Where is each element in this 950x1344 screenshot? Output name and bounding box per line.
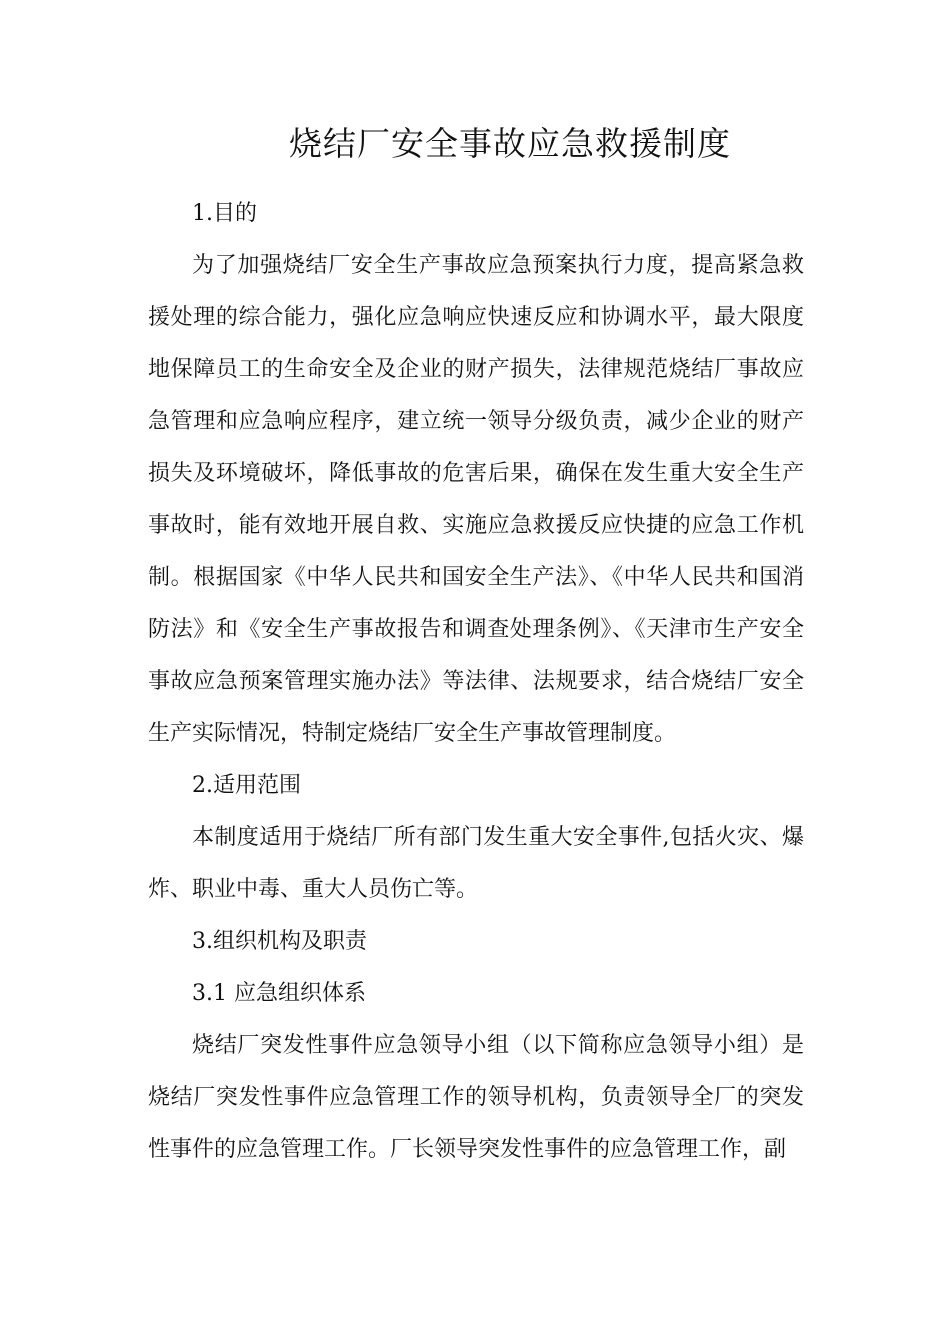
document-body	[148, 188, 804, 1176]
section-heading-purpose: 1.目的	[192, 201, 257, 226]
subsection-heading-emergency-system: 3.1 应急组织体系	[192, 981, 366, 1006]
section-heading-scope: 2.适用范围	[192, 773, 301, 798]
paragraph-scope: 本制度适用于烧结厂所有部门发生重大安全事件,包括火灾、爆炸、职业中毒、重大人员伤亡等。	[148, 825, 804, 902]
paragraph-purpose: 为了加强烧结厂安全生产事故应急预案执行力度，提高紧急救援处理的综合能力，强化应急响应快速反应和协调水平，最大限度地保障员工的生命安全及企业的财产损失，法律规范烧结厂事故应急管理和应急响应程序，建立统一领导分级负责，减少企业的财产损失及环境破坏，降低事故的危害后果，确保在发生重大安全生产事故时，能有效地开展自救、实施应急救援反应快捷的应急工作机制。根据国家《中华人民共和国安全生产法》、《中华人民共和国消防法》和《安全生产事故报告和调查处理条例》、《天津市生产安全事故应急预案管理实施办法》等法律、法规要求，结合烧结厂安全生产实际情况，特制定烧结厂安全生产事故管理制度。	[148, 253, 804, 746]
section-heading-organization: 3.组织机构及职责	[192, 929, 367, 954]
paragraph-emergency-system: 烧结厂突发性事件应急领导小组（以下简称应急领导小组）是烧结厂突发性事件应急管理工作的领导机构，负责领导全厂的突发性事件的应急管理工作。厂长领导突发性事件的应急管理工作，副	[148, 1033, 804, 1162]
document-title: 烧结厂安全事故应急救援制度	[289, 124, 731, 163]
